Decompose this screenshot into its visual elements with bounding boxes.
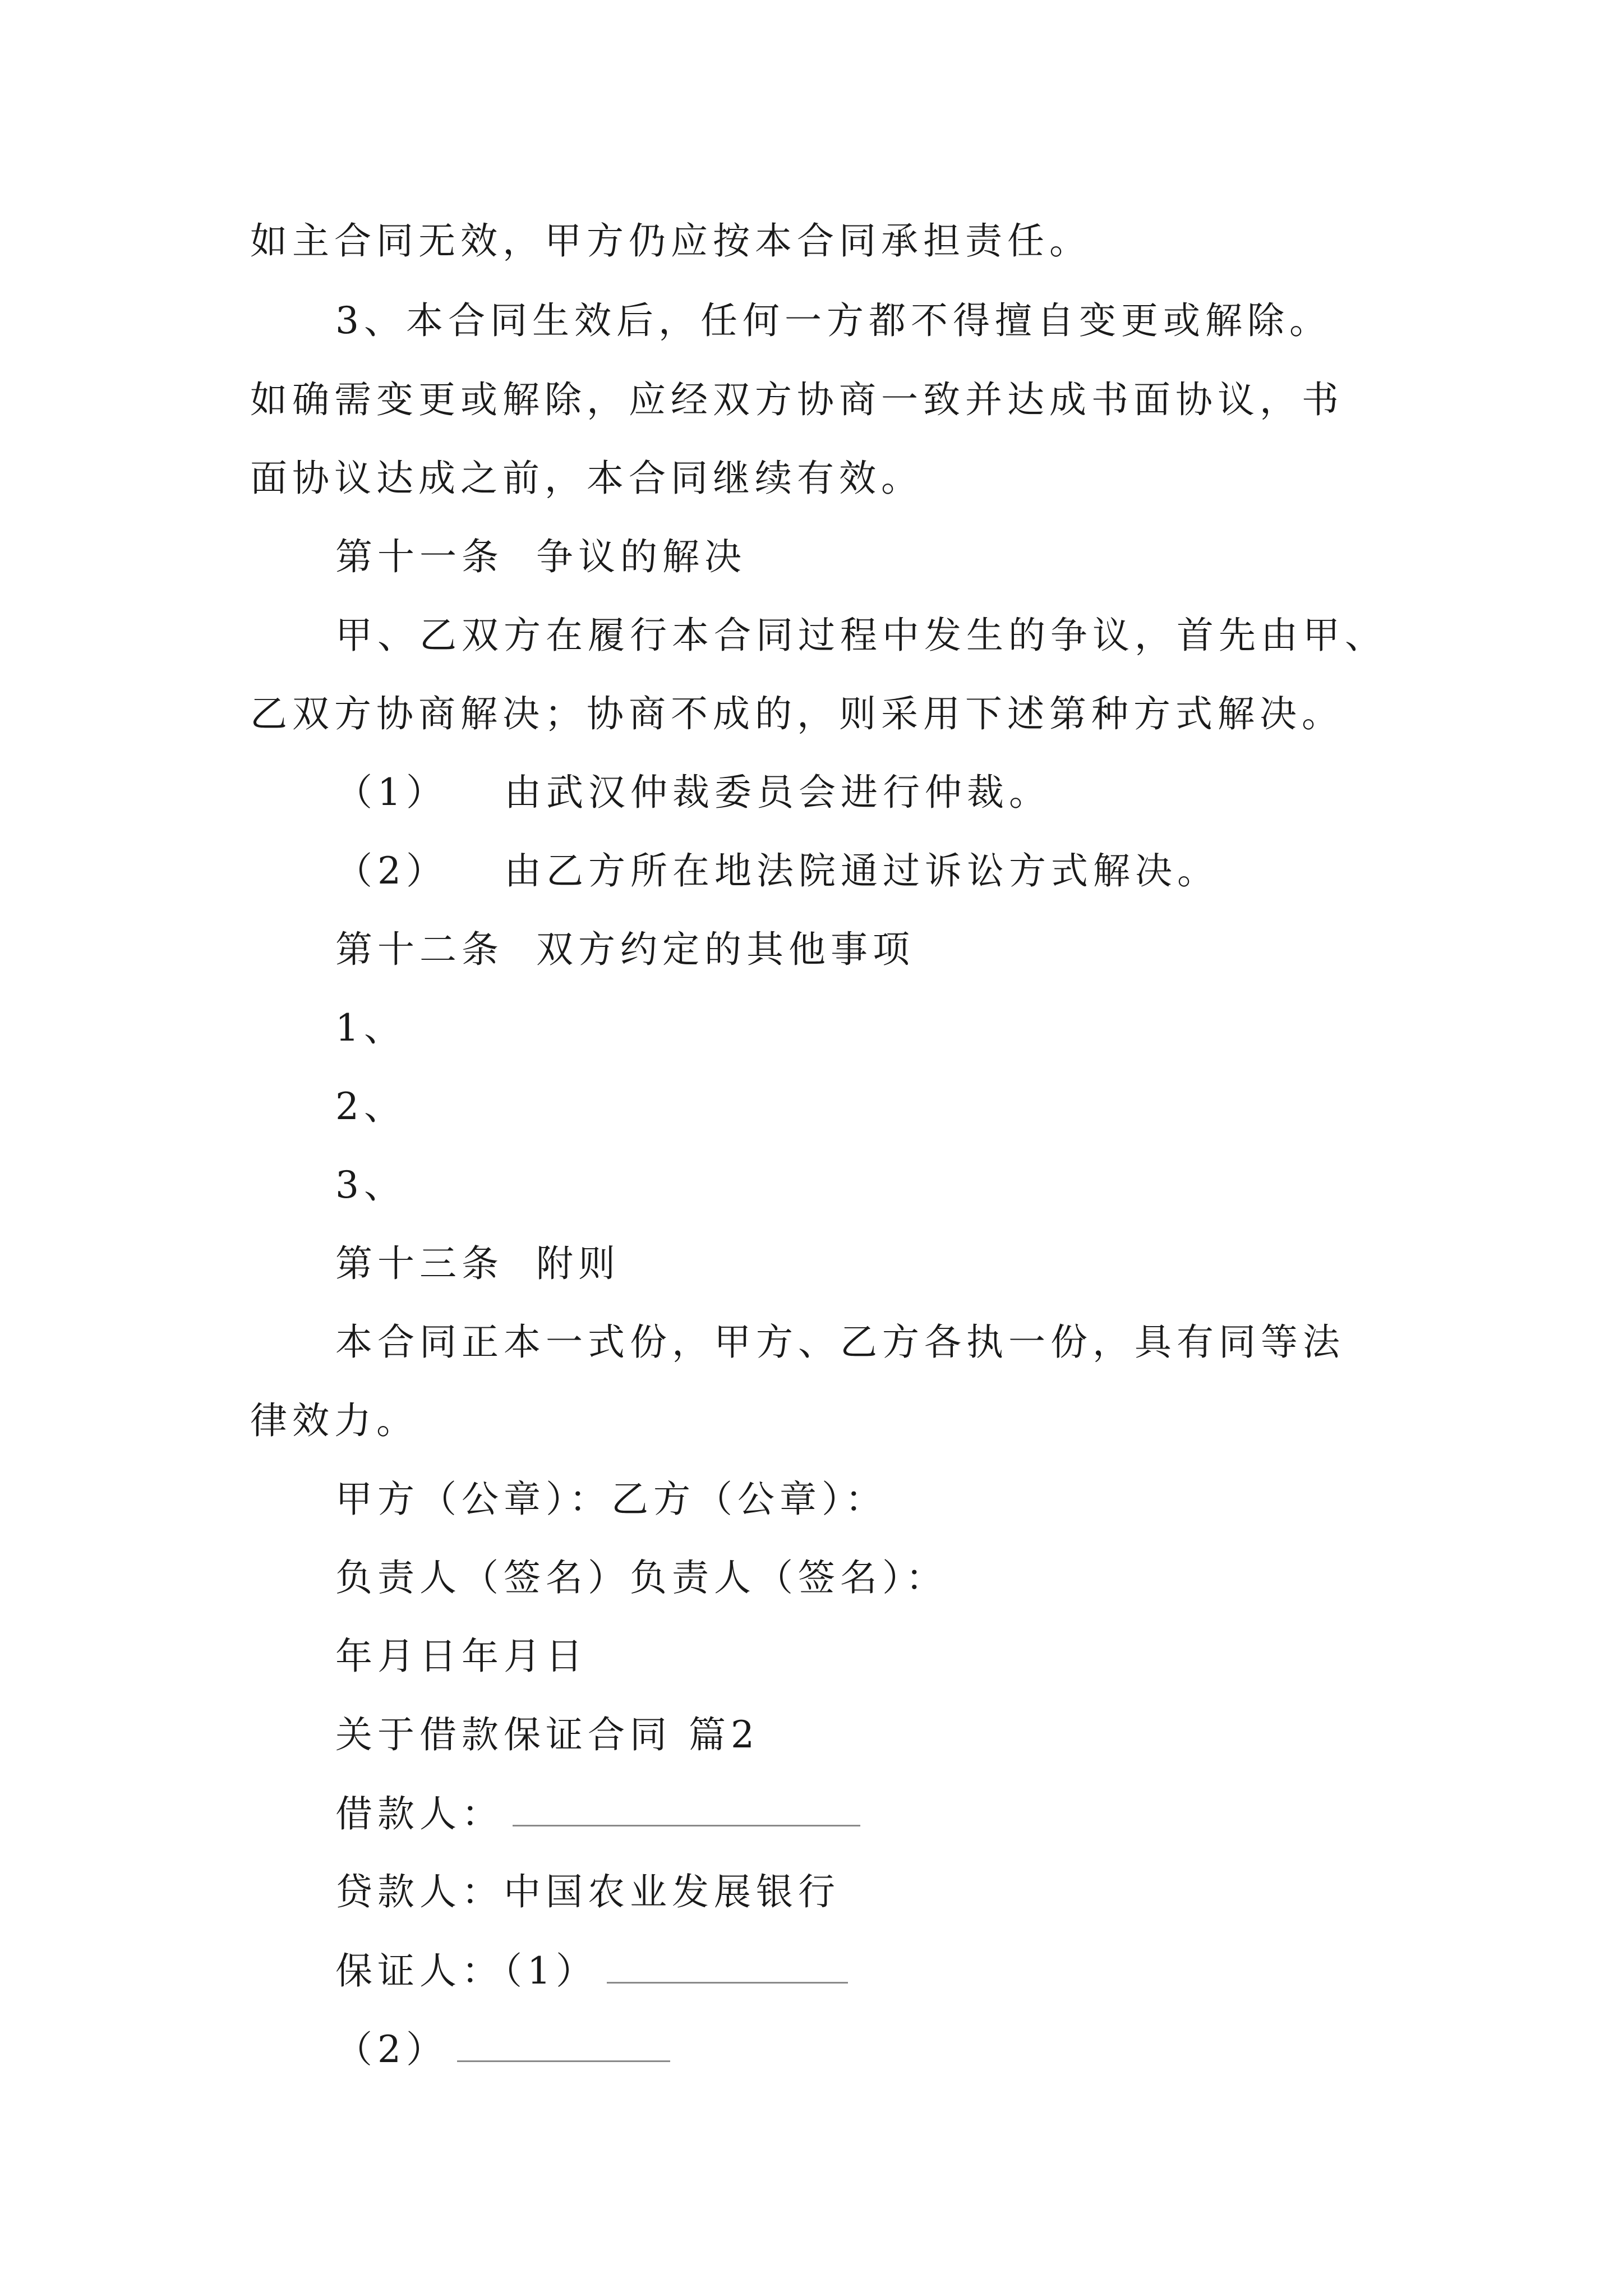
list-item-1: 1、 xyxy=(335,1006,406,1050)
signature-seal-line: 甲方（公章）：乙方（公章）： xyxy=(335,1478,887,1521)
paragraph-copies-line-2: 律效力。 xyxy=(250,1399,418,1442)
paragraph-dispute-line-1: 甲、乙双方在履行本合同过程中发生的争议，首先由甲、 xyxy=(335,614,1387,657)
paragraph-dispute-line-2: 乙双方协商解决；协商不成的，则采用下述第种方式解决。 xyxy=(250,692,1344,735)
lender-row: 贷款人：中国农业发展银行 xyxy=(335,1870,840,1913)
borrower-row xyxy=(335,1791,860,1837)
article-13-heading xyxy=(335,1241,620,1286)
article-11-heading xyxy=(335,535,746,579)
dispute-option-2 xyxy=(335,849,1219,894)
article-12-title: 双方约定的其他事项 xyxy=(536,928,915,971)
signature-name-line: 负责人（签名）负责人（签名）： xyxy=(335,1556,948,1599)
article-13-number: 第十三条 xyxy=(335,1242,504,1285)
guarantor-2-row xyxy=(335,2027,670,2072)
guarantor-1-label: 保证人：（1） xyxy=(335,1949,598,1993)
article-12-number: 第十二条 xyxy=(335,928,504,971)
article-11-number: 第十一条 xyxy=(335,535,504,578)
paragraph-liability: 如主合同无效，甲方仍应按本合同承担责任。 xyxy=(250,219,1091,263)
paragraph-clause-3-line-1: 3、本合同生效后，任何一方都不得擅自变更或解除。 xyxy=(335,299,1331,342)
paragraph-clause-3-line-3: 面协议达成之前，本合同继续有效。 xyxy=(250,457,923,500)
guarantor-1-row xyxy=(335,1948,848,1994)
option-1-number: （1） xyxy=(335,771,448,814)
paragraph-clause-3-line-2: 如确需变更或解除，应经双方协商一致并达成书面协议，书 xyxy=(250,378,1344,421)
guarantor-1-blank xyxy=(607,1948,848,1984)
signature-date-line: 年月日年月日 xyxy=(335,1635,588,1678)
section-title-part-2: 关于借款保证合同 篇2 xyxy=(335,1713,759,1756)
option-2-text: 由乙方所在地法院通过诉讼方式解决。 xyxy=(504,849,1219,892)
article-11-title: 争议的解决 xyxy=(536,535,746,578)
borrower-blank xyxy=(513,1791,860,1826)
guarantor-2-label: （2） xyxy=(335,2028,448,2071)
article-12-heading xyxy=(335,927,915,972)
paragraph-copies-line-1: 本合同正本一式份，甲方、乙方各执一份，具有同等法 xyxy=(335,1320,1345,1364)
list-item-3: 3、 xyxy=(335,1163,406,1207)
list-item-2: 2、 xyxy=(335,1085,406,1128)
option-1-text: 由武汉仲裁委员会进行仲裁。 xyxy=(504,771,1051,814)
option-2-number: （2） xyxy=(335,849,448,892)
article-13-title: 附则 xyxy=(536,1242,620,1285)
guarantor-2-blank xyxy=(457,2027,670,2062)
dispute-option-1 xyxy=(335,770,1051,815)
borrower-label: 借款人： xyxy=(335,1792,504,1835)
